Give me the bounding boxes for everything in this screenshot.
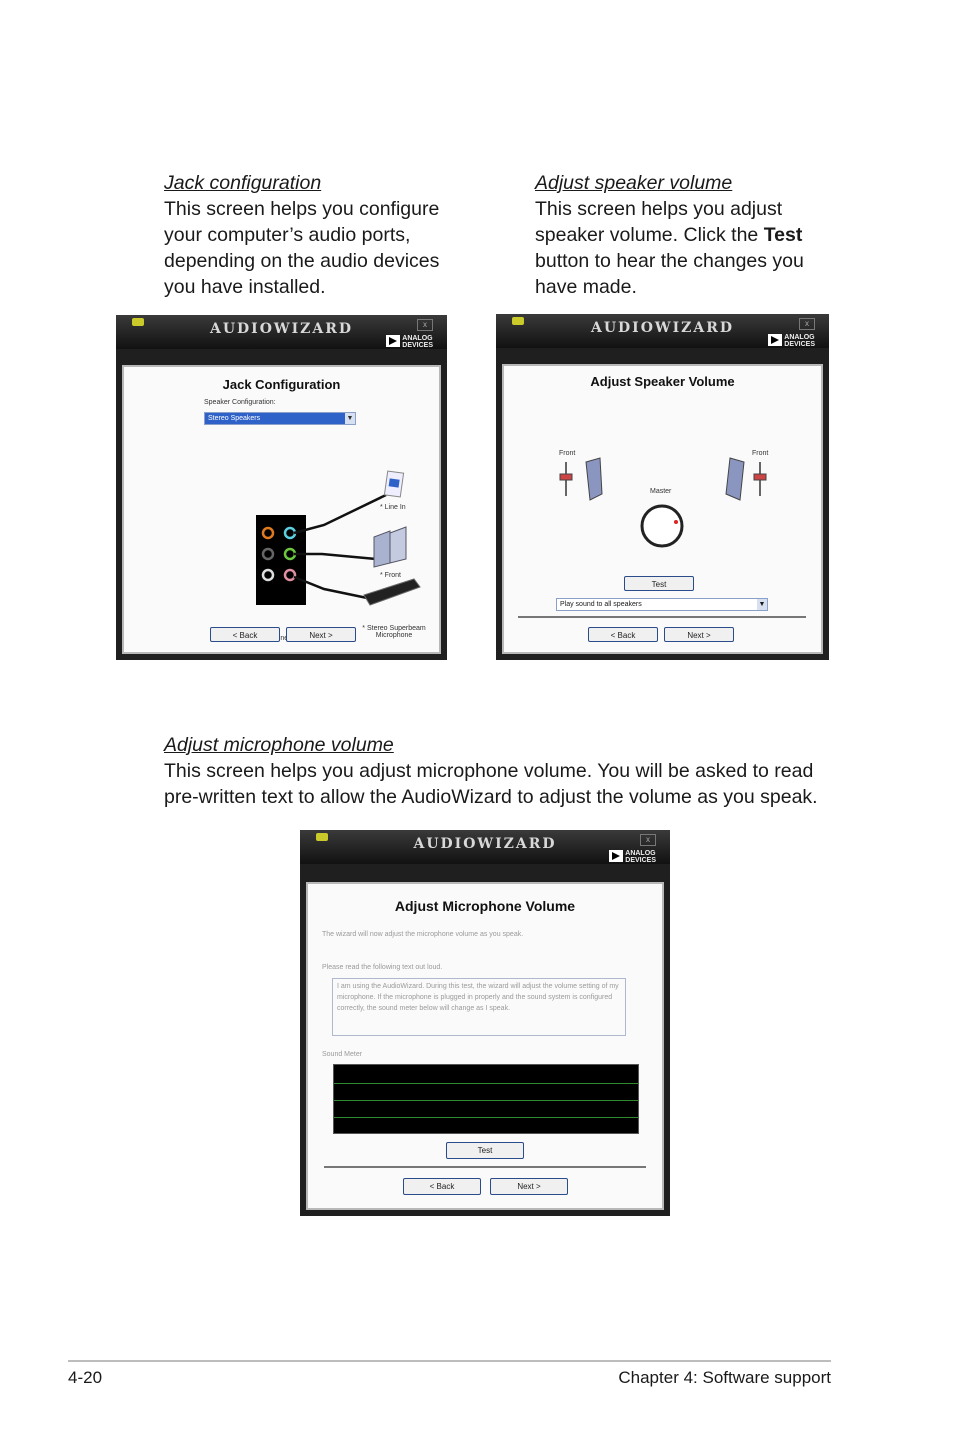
wizard-panel — [122, 365, 441, 654]
panel-heading: Adjust Microphone Volume — [394, 898, 576, 914]
line-in-label: * Line In — [380, 504, 406, 511]
next-button[interactable]: Next > — [490, 1178, 568, 1195]
window-title: AUDIOWIZARD — [413, 836, 557, 852]
next-button[interactable]: Next > — [664, 627, 734, 642]
mic-intro-text: The wizard will now adjust the microphone volume as you speak. — [322, 931, 524, 938]
read-label: Please read the following text out loud. — [322, 964, 443, 971]
front-right-label: Front — [752, 450, 769, 457]
master-knob-indicator — [674, 520, 678, 524]
footer-rule — [68, 1360, 831, 1362]
analog-devices-logo — [386, 335, 433, 349]
brand-line: DEVICES — [625, 857, 656, 864]
speaker-right — [390, 527, 406, 563]
mic-section-text — [164, 732, 834, 810]
meter-line — [334, 1117, 638, 1118]
separator — [518, 616, 806, 618]
jack-text-line: depending on the audio devices — [164, 250, 440, 272]
mic-section-title: Adjust microphone volume — [164, 734, 394, 756]
line-in-device-screen — [389, 478, 400, 487]
front-label: * Front — [380, 572, 402, 579]
wizard-panel — [502, 364, 823, 654]
mic-label-line: * Stereo Superbeam — [362, 625, 426, 632]
meter-line — [334, 1100, 638, 1101]
meter-line — [334, 1083, 638, 1084]
master-knob — [642, 506, 682, 546]
front-cable — [294, 554, 376, 559]
front-right-slider-thumb — [754, 474, 766, 480]
speaker-volume-window — [496, 314, 829, 660]
brand-line: DEVICES — [402, 342, 433, 349]
next-button[interactable]: Next > — [286, 627, 356, 642]
analog-devices-logo — [768, 334, 815, 348]
analog-devices-logo-icon — [768, 334, 782, 346]
speaker-controls — [504, 456, 819, 556]
speaker-text-fragment: speaker volume. Click the — [535, 224, 764, 246]
brand-line: ANALOG — [625, 850, 656, 857]
speaker-text-line: button to hear the changes you — [535, 250, 804, 272]
back-button[interactable]: < Back — [403, 1178, 481, 1195]
analog-devices-logo — [609, 850, 656, 864]
speaker-section-text — [535, 170, 835, 300]
test-button[interactable]: Test — [624, 576, 694, 591]
jack-text-line: your computer’s audio ports, — [164, 224, 411, 246]
close-button[interactable]: x — [640, 834, 656, 846]
play-sound-value: Play sound to all speakers — [560, 601, 642, 608]
back-button[interactable]: < Back — [588, 627, 658, 642]
mic-text-line: This screen helps you adjust microphone volume. You will be asked to read — [164, 760, 814, 782]
page-number: 4-20 — [68, 1368, 103, 1387]
speaker-config-value: Stereo Speakers — [208, 415, 261, 422]
master-label: Master — [650, 488, 672, 495]
speaker-text-line: This screen helps you adjust — [535, 198, 783, 220]
sound-meter — [333, 1064, 639, 1134]
jack-section-text — [164, 170, 494, 300]
mic-text-line: pre-written text to allow the AudioWizard to adjust the volume as you speak. — [164, 786, 818, 808]
separator — [324, 1166, 646, 1168]
mic-label — [352, 625, 436, 639]
chevron-down-icon[interactable]: ▼ — [758, 601, 766, 608]
mic-volume-window — [300, 830, 670, 1216]
panel-heading: Adjust Speaker Volume — [590, 374, 735, 389]
front-right-speaker-icon — [726, 458, 744, 500]
jack-text-line: This screen helps you configure — [164, 198, 440, 220]
sound-meter-label: Sound Meter — [322, 1051, 363, 1058]
line-in-cable — [294, 495, 386, 533]
test-button[interactable]: Test — [446, 1142, 524, 1159]
brand-line: ANALOG — [402, 335, 433, 342]
not-connected-label: Connected — [267, 635, 302, 642]
analog-devices-logo-icon — [386, 335, 400, 347]
brand-line: DEVICES — [784, 341, 815, 348]
microphone-bar — [364, 579, 420, 605]
analog-devices-logo-icon — [609, 850, 623, 862]
brand-line: ANALOG — [784, 334, 815, 341]
speaker-section-title: Adjust speaker volume — [535, 172, 733, 194]
mic-label-line: Microphone — [375, 632, 413, 639]
speaker-config-label: Speaker Configuration: — [204, 399, 276, 406]
jack-panel — [256, 515, 306, 605]
chevron-down-icon[interactable]: ▼ — [346, 415, 354, 422]
back-button[interactable]: < Back — [210, 627, 280, 642]
jack-config-window — [116, 315, 447, 660]
close-button[interactable]: x — [799, 318, 815, 330]
window-title: AUDIOWIZARD — [590, 320, 735, 336]
speaker-text-line: have made. — [535, 276, 637, 298]
test-bold-word: Test — [763, 224, 803, 246]
front-left-slider-thumb — [560, 474, 572, 480]
speaker-left — [374, 531, 390, 567]
jack-text-line: you have installed. — [164, 276, 326, 298]
jack-section-title: Jack configuration — [164, 172, 322, 194]
close-button[interactable]: x — [417, 319, 433, 331]
read-text-box: I am using the AudioWizard. During this test, the wizard will adjust the volume setting of my microphone. If the microphone is plugged in properly and the sound system is configured correctly, the sound meter below will change as I speak. — [332, 978, 626, 1036]
speaker-text-line — [535, 222, 835, 248]
speaker-config-select[interactable] — [204, 412, 356, 425]
front-left-label: Front — [559, 450, 576, 457]
front-left-speaker-icon — [586, 458, 602, 500]
chapter-title: Chapter 4: Software support — [618, 1368, 831, 1387]
wizard-panel — [306, 882, 664, 1210]
panel-heading: Jack Configuration — [222, 377, 341, 392]
play-sound-select[interactable] — [556, 598, 768, 611]
jack-diagram — [124, 427, 439, 617]
window-title: AUDIOWIZARD — [209, 321, 354, 337]
